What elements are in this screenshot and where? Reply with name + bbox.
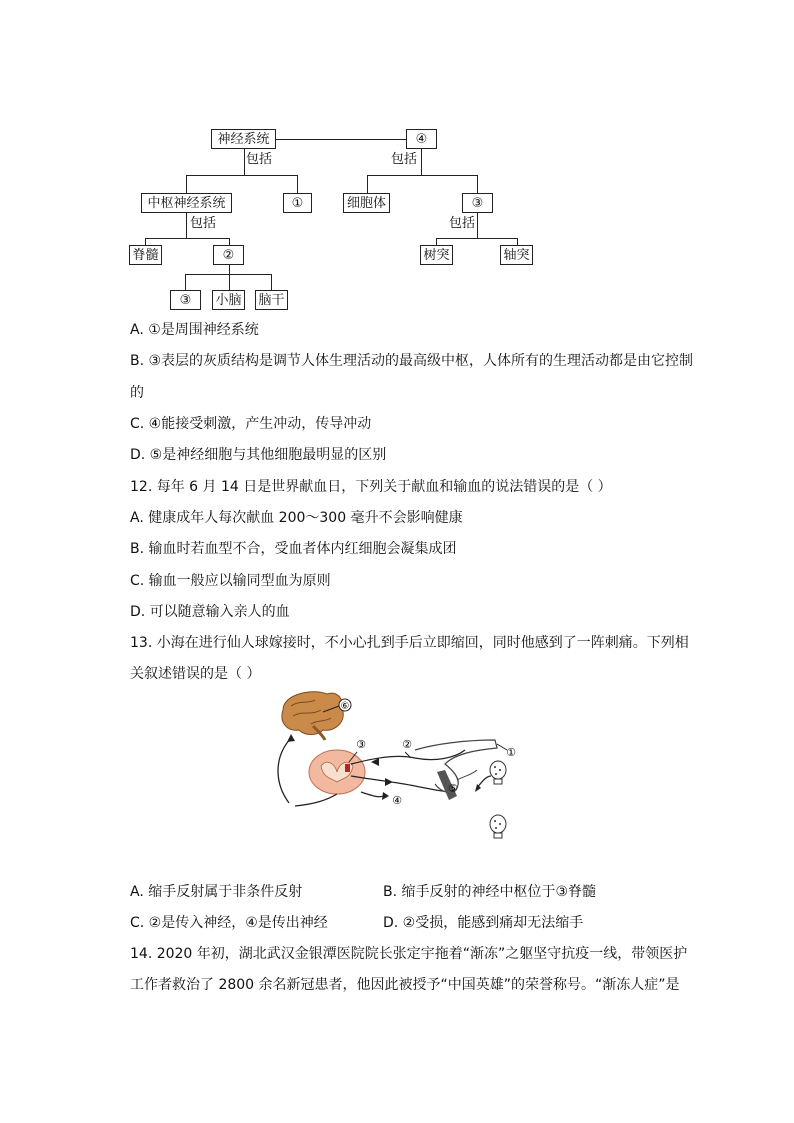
q13-option-c: C. ②是传入神经，④是传出神经 [130,915,328,931]
connector [367,175,368,193]
node-4: ④ [406,129,437,149]
node-spinal-cord: 脊髓 [129,245,162,265]
q11-option-c: C. ④能接受刺激，产生冲动，传导冲动 [130,416,372,432]
connector [367,175,477,176]
connector [229,265,230,274]
label-5: ⑤ [448,782,458,795]
q13-stem-line2: 关叙述错误的是（ ） [130,666,261,682]
connector [186,175,297,176]
node-axon: 轴突 [500,245,533,265]
brain-icon [282,692,343,740]
node-dendrite: 树突 [420,245,453,265]
q11-option-b-line1: B. ③表层的灰质结构是调节人体生理活动的最高级中枢，人体所有的生理活动都是由它控制 [130,353,694,369]
q14-stem-line2: 工作者救治了 2800 余名新冠患者，他因此被授予“中国英雄”的荣誉称号。“渐冻人症”是 [130,977,680,993]
cactus-icon [490,815,506,838]
connector [145,238,146,245]
node-3-right: ③ [462,193,493,213]
connector [276,139,406,140]
connector [229,274,230,290]
connector [185,274,271,275]
cactus-icon [490,761,506,784]
q12-option-d: D. 可以随意输入亲人的血 [130,604,290,620]
connector [186,213,187,238]
include-label: 包括 [246,152,273,167]
spinal-cord-section-icon [309,750,365,794]
connector [517,238,518,245]
label-2: ② [402,738,412,751]
node-3-left: ③ [170,290,201,310]
connector [186,175,187,193]
connector [145,238,229,239]
q13-option-b: B. 缩手反射的神经中枢位于③脊髓 [383,884,597,900]
node-cns: 中枢神经系统 [141,193,232,213]
connector [185,274,186,290]
connector [229,238,230,245]
connector [436,238,517,239]
connector [436,238,437,245]
include-label: 包括 [190,216,217,231]
q13-option-d: D. ②受损，能感到痛却无法缩手 [383,915,584,931]
q12-option-a: A. 健康成年人每次献血 200～300 毫升不会影响健康 [130,510,463,526]
reflex-arc-figure [265,688,525,848]
q12-option-c: C. 输血一般应以输同型血为原则 [130,573,331,589]
connector [421,149,422,175]
q11-option-b-line2: 的 [130,385,144,401]
include-label: 包括 [449,216,476,231]
node-cerebellum: 小脑 [212,290,245,310]
label-6: ⑥ [340,701,350,712]
q12-stem: 12. 每年 6 月 14 日是世界献血日，下列关于献血和输血的说法错误的是（ ） [130,479,612,495]
node-2: ② [213,245,244,265]
label-4: ④ [392,794,402,807]
connector [244,149,245,175]
q11-option-a: A. ①是周围神经系统 [130,322,259,338]
label-3: ③ [356,738,366,751]
node-nervous-system: 神经系统 [211,129,276,149]
q11-option-d: D. ⑤是神经细胞与其他细胞最明显的区别 [130,447,387,463]
node-1: ① [283,193,312,213]
label-1: ① [506,746,516,759]
connector [477,213,478,238]
q13-option-a: A. 缩手反射属于非条件反射 [130,884,303,900]
q12-option-b: B. 输血时若血型不合，受血者体内红细胞会凝集成团 [130,541,457,557]
include-label: 包括 [391,152,418,167]
q14-stem-line1: 14. 2020 年初，湖北武汉金银潭医院院长张定宇拖着“渐冻”之躯坚守抗疫一线，带领医护 [130,946,688,962]
q13-stem-line1: 13. 小海在进行仙人球嫁接时，不小心扎到手后立即缩回，同时他感到了一阵刺痛。下列相 [130,635,689,651]
node-brainstem: 脑干 [255,290,288,310]
node-cell-body: 细胞体 [343,193,390,213]
connector [271,274,272,290]
connector [297,175,298,193]
connector [477,175,478,193]
